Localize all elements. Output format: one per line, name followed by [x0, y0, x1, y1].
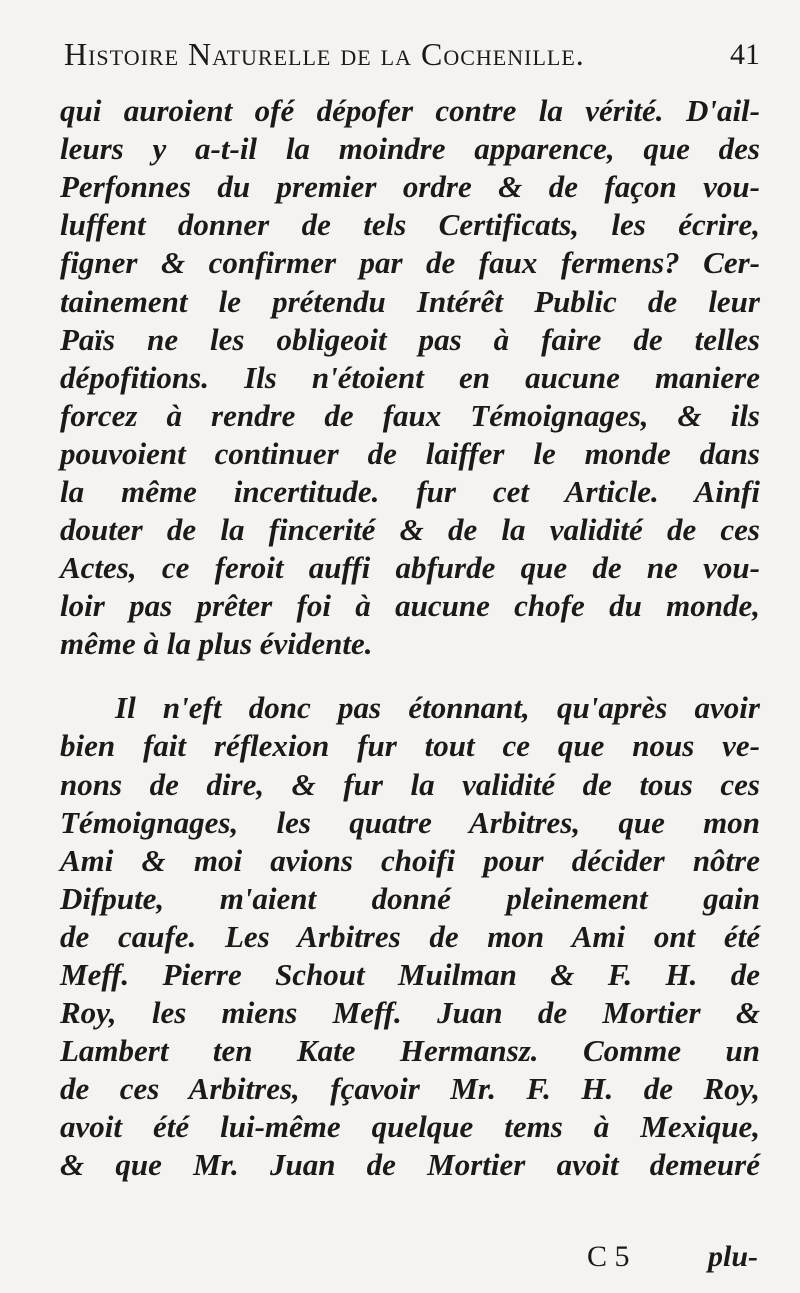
text-line: Perfonnes du premier ordre & de façon vou- — [60, 169, 760, 204]
text-line: dépofitions. Ils n'étoient en aucune maniere — [60, 360, 760, 395]
text-line: Ami & moi avions choifi pour décider nôtre — [60, 843, 760, 878]
text-line: Païs ne les obligeoit pas à faire de telles — [60, 322, 760, 357]
text-line: luffent donner de tels Certificats, les écrire, — [60, 207, 760, 242]
text-line: & que Mr. Juan de Mortier avoit demeuré — [60, 1147, 760, 1182]
page-number: 41 — [730, 38, 760, 71]
text-line: nons de dire, & fur la validité de tous ces — [60, 767, 760, 802]
text-line: douter de la fincerité & de la validité de ces — [60, 512, 760, 547]
text-line: loir pas prêter foi à aucune chofe du monde, — [60, 588, 760, 623]
text-line: la même incertitude. fur cet Article. Ainfi — [60, 474, 760, 509]
text-line: Lambert ten Kate Hermansz. Comme un — [60, 1033, 760, 1068]
text-line: pouvoient continuer de laiffer le monde dans — [60, 436, 760, 471]
signature-mark: C 5 — [587, 1240, 630, 1273]
text-line: Difpute, m'aient donné pleinement gain — [60, 881, 760, 916]
text-line: Meff. Pierre Schout Muilman & F. H. de — [60, 957, 760, 992]
text-line: Actes, ce feroit auffi abfurde que de ne vou- — [60, 550, 760, 585]
text-line: Il n'eft donc pas étonnant, qu'après avoir — [115, 690, 760, 725]
text-line: Témoignages, les quatre Arbitres, que mon — [60, 805, 760, 840]
catchword: plu- — [708, 1240, 759, 1273]
text-line: avoit été lui-même quelque tems à Mexique, — [60, 1109, 760, 1144]
running-title: Histoire Naturelle de la Cochenille. — [64, 36, 585, 72]
text-line: forcez à rendre de faux Témoignages, & ils — [60, 398, 760, 433]
text-line: qui auroient ofé dépofer contre la vérité. D'ail- — [60, 93, 760, 128]
text-line: de caufe. Les Arbitres de mon Ami ont été — [60, 919, 760, 954]
text-line: figner & confirmer par de faux fermens? Cer- — [60, 245, 760, 280]
text-line: de ces Arbitres, fçavoir Mr. F. H. de Roy, — [60, 1071, 760, 1106]
text-line: leurs y a-t-il la moindre apparence, que des — [60, 131, 760, 166]
text-line: bien fait réflexion fur tout ce que nous ve- — [60, 728, 760, 763]
text-line: même à la plus évidente. — [60, 626, 373, 661]
text-line: tainement le prétendu Intérêt Public de leur — [60, 284, 760, 319]
text-line: Roy, les miens Meff. Juan de Mortier & — [60, 995, 760, 1030]
